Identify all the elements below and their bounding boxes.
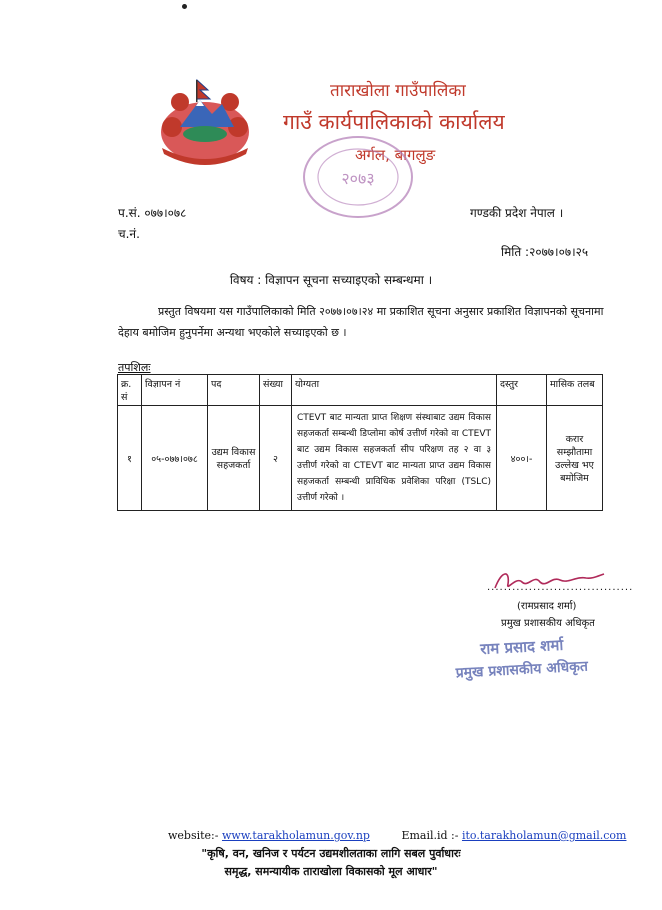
table-header-row [118, 375, 603, 406]
website-label: website:- [168, 829, 219, 842]
slogan-line-2: समृद्ध, समन्यायीक ताराखोला विकासको मूल आधार" [224, 865, 438, 878]
details-heading: तपशिलः [118, 361, 151, 374]
nepal-emblem-icon [150, 72, 260, 170]
letter-body: प्रस्तुत विषयमा यस गाउँपालिकाको मिति २०७७।०७।२४ मा प्रकाशित सूचना अनुसार प्रकाशित विज्ञापनको सूचनामा देहाय बमोजिम हुनुपर्नेमा अन्यथा भएकोले सच्याइएको छ । [118, 305, 604, 339]
cell-salary: करार सम्झौतामा उल्लेख भए बमोजिम [547, 406, 603, 511]
col-salary: मासिक तलब [547, 375, 603, 406]
officer-name-stamp [447, 632, 597, 687]
office-name: गाउँ कार्यपालिकाको कार्यालय [283, 110, 505, 134]
cell-qualification: CTEVT बाट मान्यता प्राप्त शिक्षण संस्थाबाट उद्यम विकास सहजकर्ता सम्बन्धी डिप्लोमा कोर्ष उत्तीर्ण गरेको वा CTEVT बाट उद्यम विकास सहजकर्ता सीप परिक्षण तह २ वा ३ उत्तीर्ण गरेको वा CTEVT बाट मान्यता प्राप्त उद्यम विकास सहजकर्ता सम्बन्धी प्राविधिक प्रवेशिका परिक्षा (TSLC) उत्तीर्ण गरेको । [292, 406, 497, 511]
province-name: गण्डकी प्रदेश नेपाल । [470, 206, 564, 220]
footer-contact [168, 829, 626, 842]
signatory-title: प्रमुख प्रशासकीय अधिकृत [501, 618, 595, 629]
col-fee: दस्तुर [497, 375, 547, 406]
municipality-name: ताराखोला गाउँपालिका [330, 81, 466, 101]
stamp-line-2: प्रमुख प्रशासकीय अधिकृत [455, 658, 589, 682]
col-count: संख्या [260, 375, 292, 406]
signatory-name: (रामप्रसाद शर्मा) [517, 601, 577, 612]
cell-post: उद्यम विकास सहजकर्ता [208, 406, 260, 511]
vacancy-table [117, 374, 603, 511]
cell-count: २ [260, 406, 292, 511]
email-link[interactable]: ito.tarakholamun@gmail.com [461, 829, 627, 842]
table-row [118, 406, 603, 511]
office-seal-stamp [298, 132, 418, 222]
slogan-line-1: "कृषि, वन, खनिज र पर्यटन उद्यमशीलताका लागि सबल पुर्वाधारः [201, 847, 461, 860]
reference-number: प.सं. ०७७।०७८ [118, 206, 187, 220]
seal-year: २०७३ [341, 169, 375, 188]
office-location: अर्गल, बागलुङ [355, 146, 436, 164]
col-sn: क्र. सं [118, 375, 142, 406]
letter-date: मिति :२०७७।०७।२५ [501, 245, 589, 259]
signature-line: ................................... [487, 582, 634, 593]
stamp-line-1: राम प्रसाद शर्मा [479, 635, 564, 659]
dispatch-number: च.नं. [118, 227, 140, 241]
col-ad-no: विज्ञापन नं [142, 375, 208, 406]
letter-subject: विषय : विज्ञापन सूचना सच्याइएको सम्बन्धमा । [229, 273, 433, 287]
scan-dot [182, 4, 187, 9]
cell-ad-no: ०५-०७७।०७८ [142, 406, 208, 511]
website-link[interactable]: www.tarakholamun.gov.np [221, 829, 370, 842]
col-post: पद [208, 375, 260, 406]
cell-sn: १ [118, 406, 142, 511]
col-qualification: योग्यता [292, 375, 497, 406]
cell-fee: ४००।- [497, 406, 547, 511]
email-label: Email.id :- [401, 829, 459, 842]
